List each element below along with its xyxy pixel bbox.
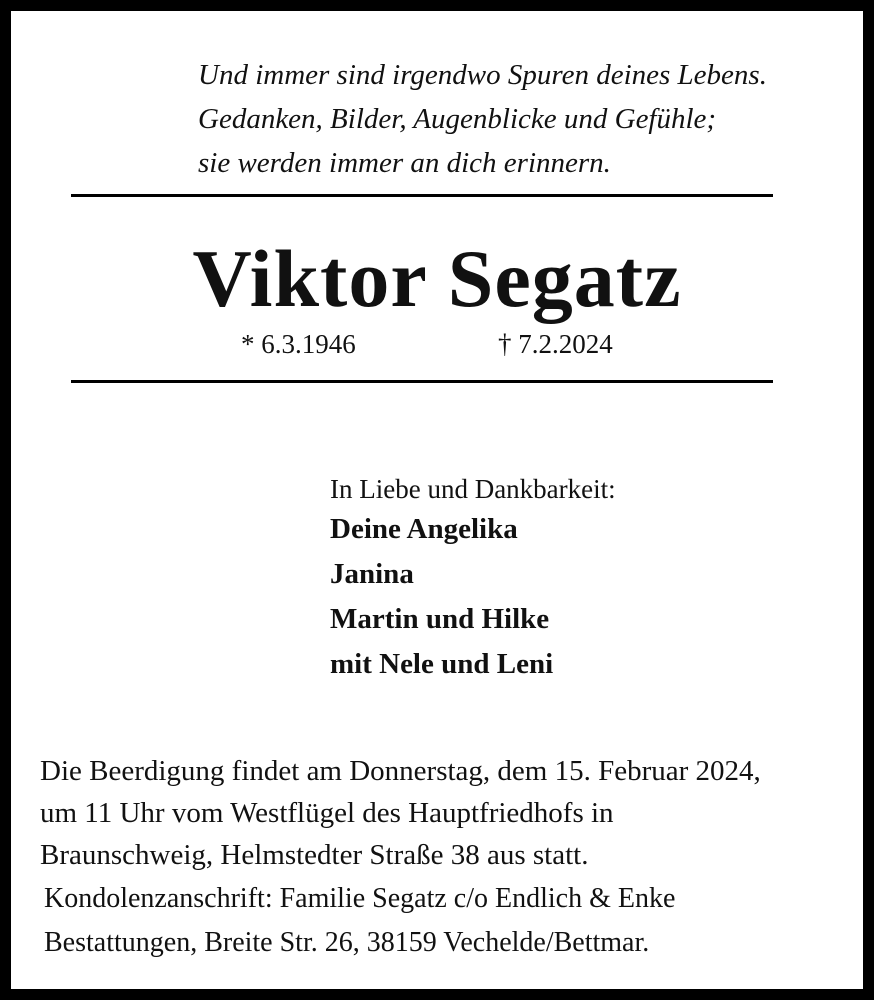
condolence-address-line: Kondolenzanschrift: Familie Segatz c/o Endlich & Enke bbox=[44, 883, 676, 914]
death-date: † 7.2.2024 bbox=[498, 329, 613, 359]
funeral-info-line: Braunschweig, Helmstedter Straße 38 aus statt. bbox=[40, 839, 589, 871]
deceased-name: Viktor Segatz bbox=[192, 233, 682, 324]
funeral-info-line: um 11 Uhr vom Westflügel des Hauptfriedhofs in bbox=[40, 797, 614, 829]
family-member: Janina bbox=[330, 558, 414, 590]
quote-line: Gedanken, Bilder, Augenblicke und Gefühle; bbox=[198, 103, 717, 135]
bottom-divider bbox=[71, 380, 773, 383]
family-member: Martin und Hilke bbox=[330, 603, 550, 635]
birth-date: * 6.3.1946 bbox=[241, 329, 356, 359]
funeral-info-line: Die Beerdigung findet am Donnerstag, dem 15. Februar 2024, bbox=[40, 755, 761, 787]
quote-line: Und immer sind irgendwo Spuren deines Lebens. bbox=[198, 59, 767, 91]
family-intro: In Liebe und Dankbarkeit: bbox=[330, 474, 616, 504]
top-divider bbox=[71, 194, 773, 197]
family-member: mit Nele und Leni bbox=[330, 648, 554, 680]
quote-line: sie werden immer an dich erinnern. bbox=[198, 147, 611, 179]
condolence-address-line: Bestattungen, Breite Str. 26, 38159 Vechelde/Bettmar. bbox=[44, 927, 650, 958]
family-member: Deine Angelika bbox=[330, 513, 518, 545]
